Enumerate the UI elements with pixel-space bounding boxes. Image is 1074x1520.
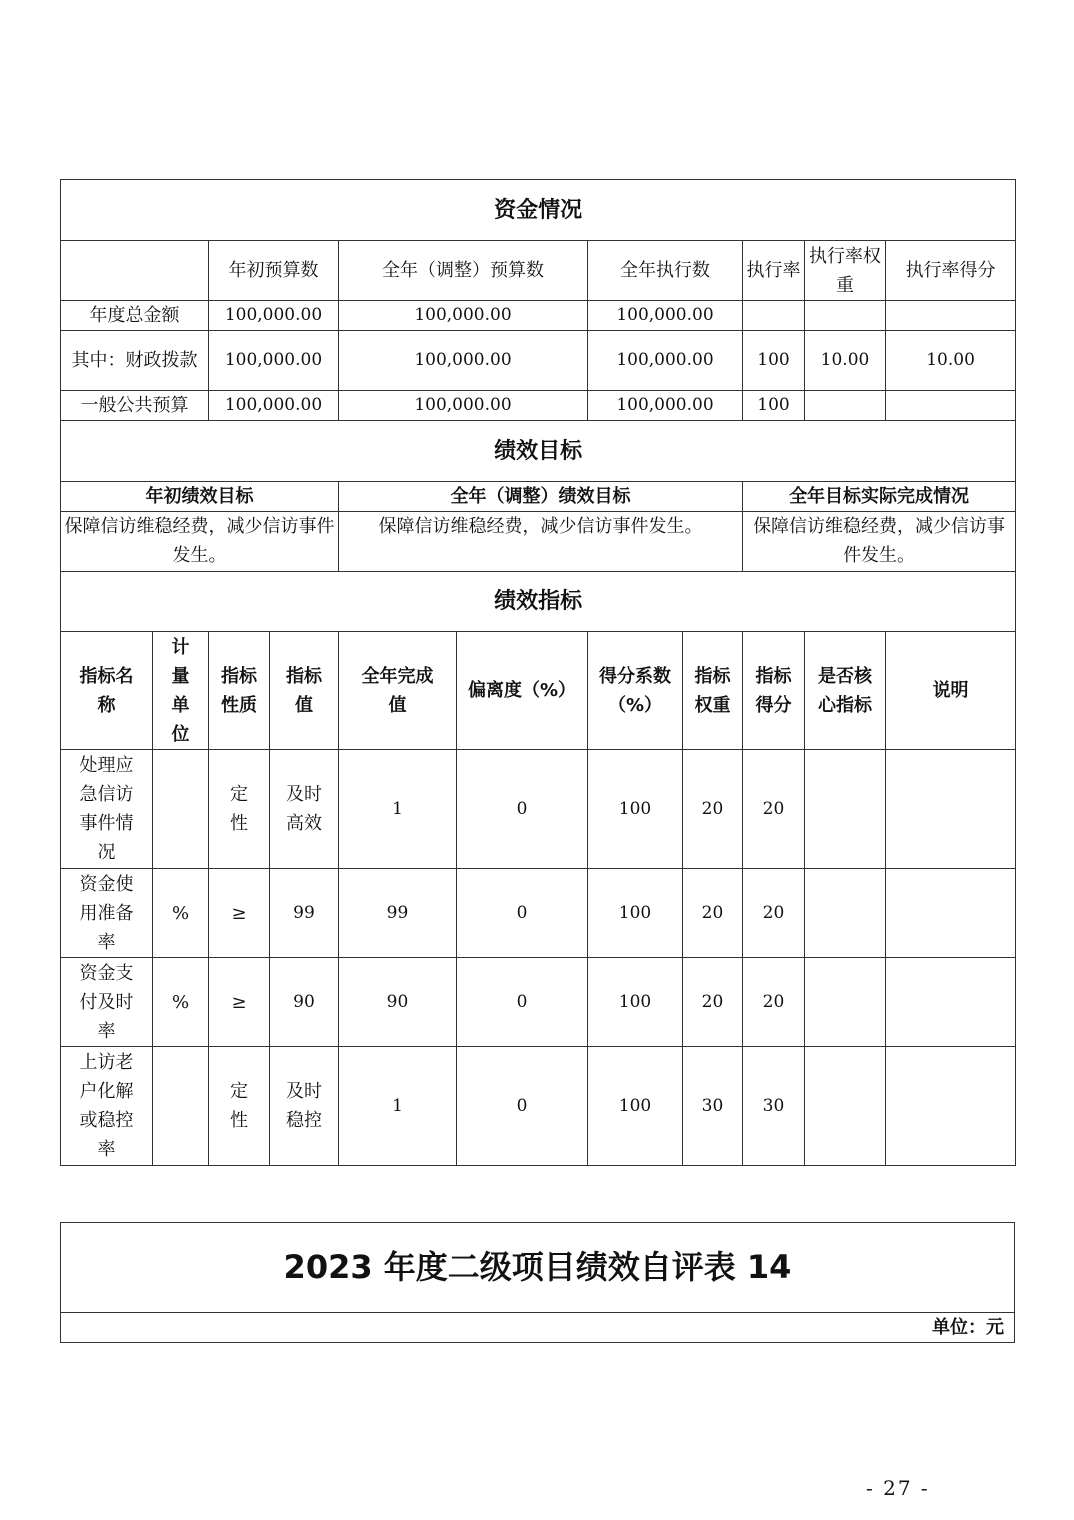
goals-adjusted-value: 保障信访维稳经费，减少信访事件发生。 [339,512,743,572]
funds-row-rate-score: 10.00 [886,331,1016,391]
funds-header-executed: 全年执行数 [588,241,743,301]
funds-row-adjusted: 100,000.00 [339,331,588,391]
funds-header-initial: 年初预算数 [209,241,339,301]
funds-row-executed: 100,000.00 [588,301,743,331]
indicator-score: 20 [743,750,805,869]
indicator-weight: 20 [683,958,743,1047]
funds-row [61,331,1016,391]
funds-row-rate-weight: 10.00 [805,331,886,391]
evaluation-table [60,179,1016,1166]
indicator-name: 处理应急信访事件情况 [61,750,153,869]
indicator-header-coefficient: 得分系数（%） [588,632,683,750]
goals-header-adjusted: 全年（调整）绩效目标 [339,482,743,512]
indicator-row [61,869,1016,958]
indicator-note [886,869,1016,958]
indicator-value: 99 [270,869,339,958]
indicator-header-unit: 计量单位 [153,632,209,750]
indicator-nature: ≥ [209,958,270,1047]
funds-row-rate-score [886,301,1016,331]
funds-row-adjusted: 100,000.00 [339,391,588,421]
funds-row-adjusted: 100,000.00 [339,301,588,331]
funds-row-rate-weight [805,391,886,421]
funds-header-rate-weight: 执行率权重 [805,241,886,301]
indicator-score: 30 [743,1047,805,1166]
indicator-header-core: 是否核心指标 [805,632,886,750]
indicator-deviation: 0 [457,958,588,1047]
funds-section-title: 资金情况 [61,180,1016,241]
indicator-header-deviation: 偏离度（%） [457,632,588,750]
goals-header-actual: 全年目标实际完成情况 [743,482,1016,512]
indicator-note [886,750,1016,869]
indicator-note [886,958,1016,1047]
indicator-score: 20 [743,958,805,1047]
page-number: - 27 - [866,1476,930,1500]
indicator-deviation: 0 [457,1047,588,1166]
indicator-score: 20 [743,869,805,958]
indicator-header-name: 指标名称 [61,632,153,750]
indicator-coefficient: 100 [588,958,683,1047]
next-form-header [60,1222,1015,1343]
indicator-weight: 20 [683,869,743,958]
indicator-name: 上访老户化解或稳控率 [61,1047,153,1166]
goals-initial-value: 保障信访维稳经费，减少信访事件发生。 [61,512,339,572]
indicator-nature: 定性 [209,750,270,869]
goals-section-title: 绩效目标 [61,421,1016,482]
funds-header-blank [61,241,209,301]
indicator-name: 资金支付及时率 [61,958,153,1047]
indicator-actual: 1 [339,750,457,869]
goals-actual-value: 保障信访维稳经费，减少信访事件发生。 [743,512,1016,572]
indicators-section-title: 绩效指标 [61,572,1016,632]
indicator-actual: 90 [339,958,457,1047]
funds-header-rate-score: 执行率得分 [886,241,1016,301]
indicator-note [886,1047,1016,1166]
funds-row [61,391,1016,421]
indicator-row [61,1047,1016,1166]
indicator-weight: 20 [683,750,743,869]
next-form-unit: 单位：元 [61,1313,1015,1343]
indicator-coefficient: 100 [588,750,683,869]
indicator-core [805,750,886,869]
goals-header-initial: 年初绩效目标 [61,482,339,512]
funds-row-rate: 100 [743,331,805,391]
indicator-coefficient: 100 [588,869,683,958]
indicator-name: 资金使用准备率 [61,869,153,958]
funds-row-rate-score [886,391,1016,421]
indicator-unit [153,750,209,869]
indicator-header-nature: 指标性质 [209,632,270,750]
indicator-row [61,750,1016,869]
funds-row-label: 年度总金额 [61,301,209,331]
funds-row-rate-weight [805,301,886,331]
indicator-weight: 30 [683,1047,743,1166]
next-form-title: 2023 年度二级项目绩效自评表 14 [61,1223,1015,1313]
indicator-actual: 99 [339,869,457,958]
indicator-deviation: 0 [457,869,588,958]
indicator-unit: % [153,958,209,1047]
funds-row-executed: 100,000.00 [588,331,743,391]
funds-row-rate: 100 [743,391,805,421]
funds-row-initial: 100,000.00 [209,301,339,331]
indicator-value: 90 [270,958,339,1047]
indicator-row [61,958,1016,1047]
funds-row-label: 其中：财政拨款 [61,331,209,391]
indicator-core [805,869,886,958]
indicator-header-actual: 全年完成值 [339,632,457,750]
funds-row-initial: 100,000.00 [209,391,339,421]
indicator-core [805,958,886,1047]
indicator-actual: 1 [339,1047,457,1166]
funds-row-executed: 100,000.00 [588,391,743,421]
funds-header-adjusted: 全年（调整）预算数 [339,241,588,301]
indicator-nature: 定性 [209,1047,270,1166]
indicator-value: 及时高效 [270,750,339,869]
funds-row [61,301,1016,331]
funds-row-rate [743,301,805,331]
funds-row-initial: 100,000.00 [209,331,339,391]
indicator-unit: % [153,869,209,958]
indicator-deviation: 0 [457,750,588,869]
indicator-header-score: 指标得分 [743,632,805,750]
funds-header-rate: 执行率 [743,241,805,301]
indicator-value: 及时稳控 [270,1047,339,1166]
indicator-coefficient: 100 [588,1047,683,1166]
funds-row-label: 一般公共预算 [61,391,209,421]
indicator-nature: ≥ [209,869,270,958]
indicator-core [805,1047,886,1166]
indicator-header-value: 指标值 [270,632,339,750]
indicator-unit [153,1047,209,1166]
indicator-header-weight: 指标权重 [683,632,743,750]
indicator-header-note: 说明 [886,632,1016,750]
